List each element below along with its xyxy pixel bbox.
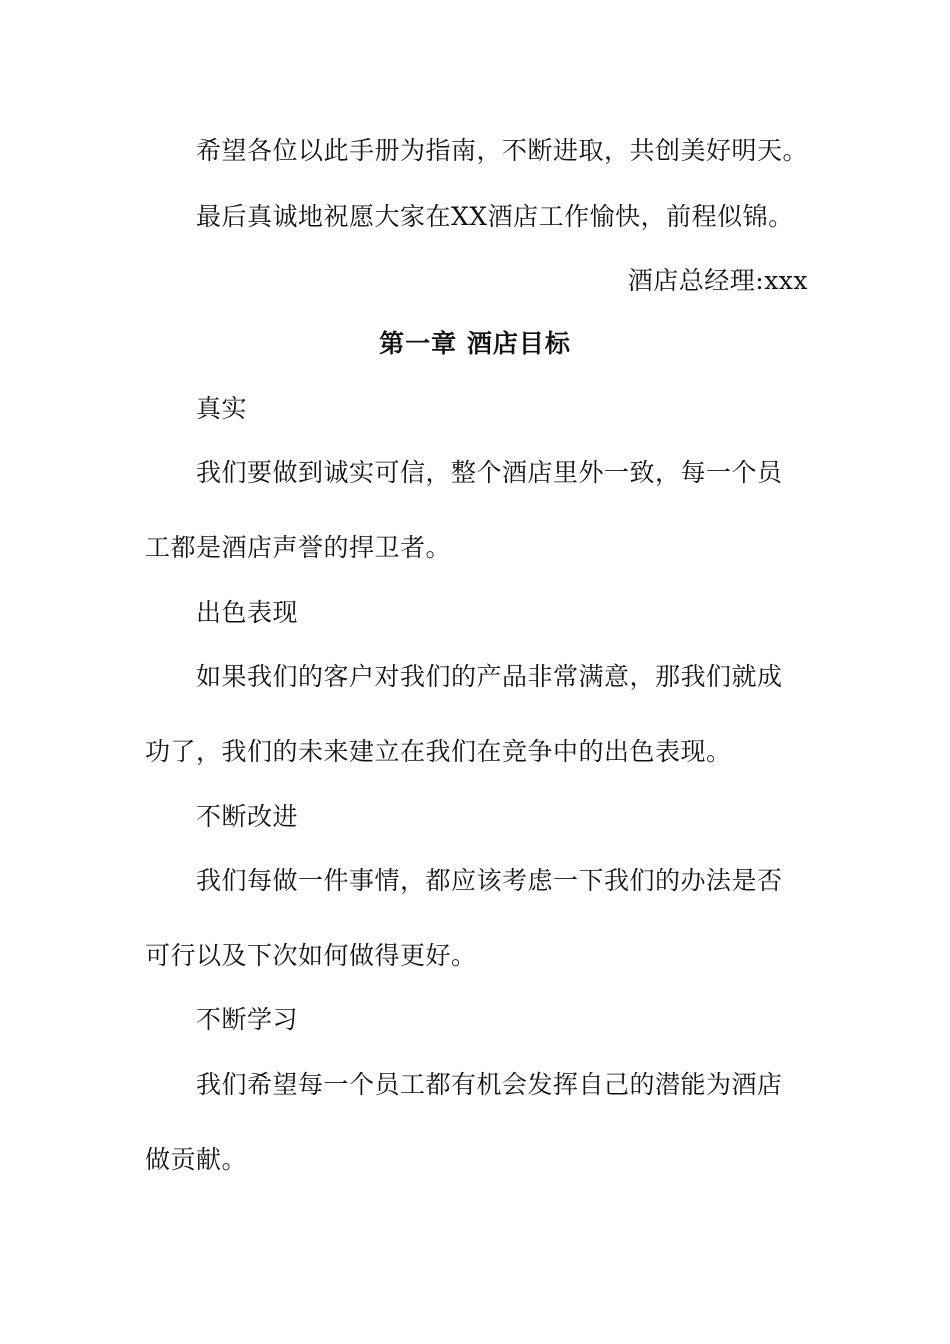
intro-paragraph-2: 最后真诚地祝愿大家在XX酒店工作愉快，前程似锦。 <box>196 202 794 231</box>
section-body-line: 工都是酒店声誉的捍卫者。 <box>145 533 452 562</box>
section-body-line: 功了，我们的未来建立在我们在竞争中的出色表现。 <box>145 737 732 766</box>
section-heading-improvement: 不断改进 <box>196 802 299 831</box>
section-body-line: 我们希望每一个员工都有机会发挥自己的潜能为酒店 <box>196 1070 783 1099</box>
section-body-line: 我们要做到诚实可信，整个酒店里外一致，每一个员 <box>196 458 783 487</box>
section-body-line: 可行以及下次如何做得更好。 <box>145 941 477 970</box>
signature: 酒店总经理:xxx <box>627 266 808 295</box>
section-heading-learning: 不断学习 <box>196 1005 299 1034</box>
section-heading-performance: 出色表现 <box>196 598 299 627</box>
section-body-line: 做贡献。 <box>145 1145 248 1174</box>
section-heading-truthful: 真实 <box>196 394 248 423</box>
section-body-line: 我们每做一件事情，都应该考虑一下我们的办法是否 <box>196 866 783 895</box>
intro-paragraph-1: 希望各位以此手册为指南，不断进取，共创美好明天。 <box>196 136 809 165</box>
section-body-line: 如果我们的客户对我们的产品非常满意，那我们就成 <box>196 662 783 691</box>
chapter-title: 第一章 酒店目标 <box>379 329 571 358</box>
